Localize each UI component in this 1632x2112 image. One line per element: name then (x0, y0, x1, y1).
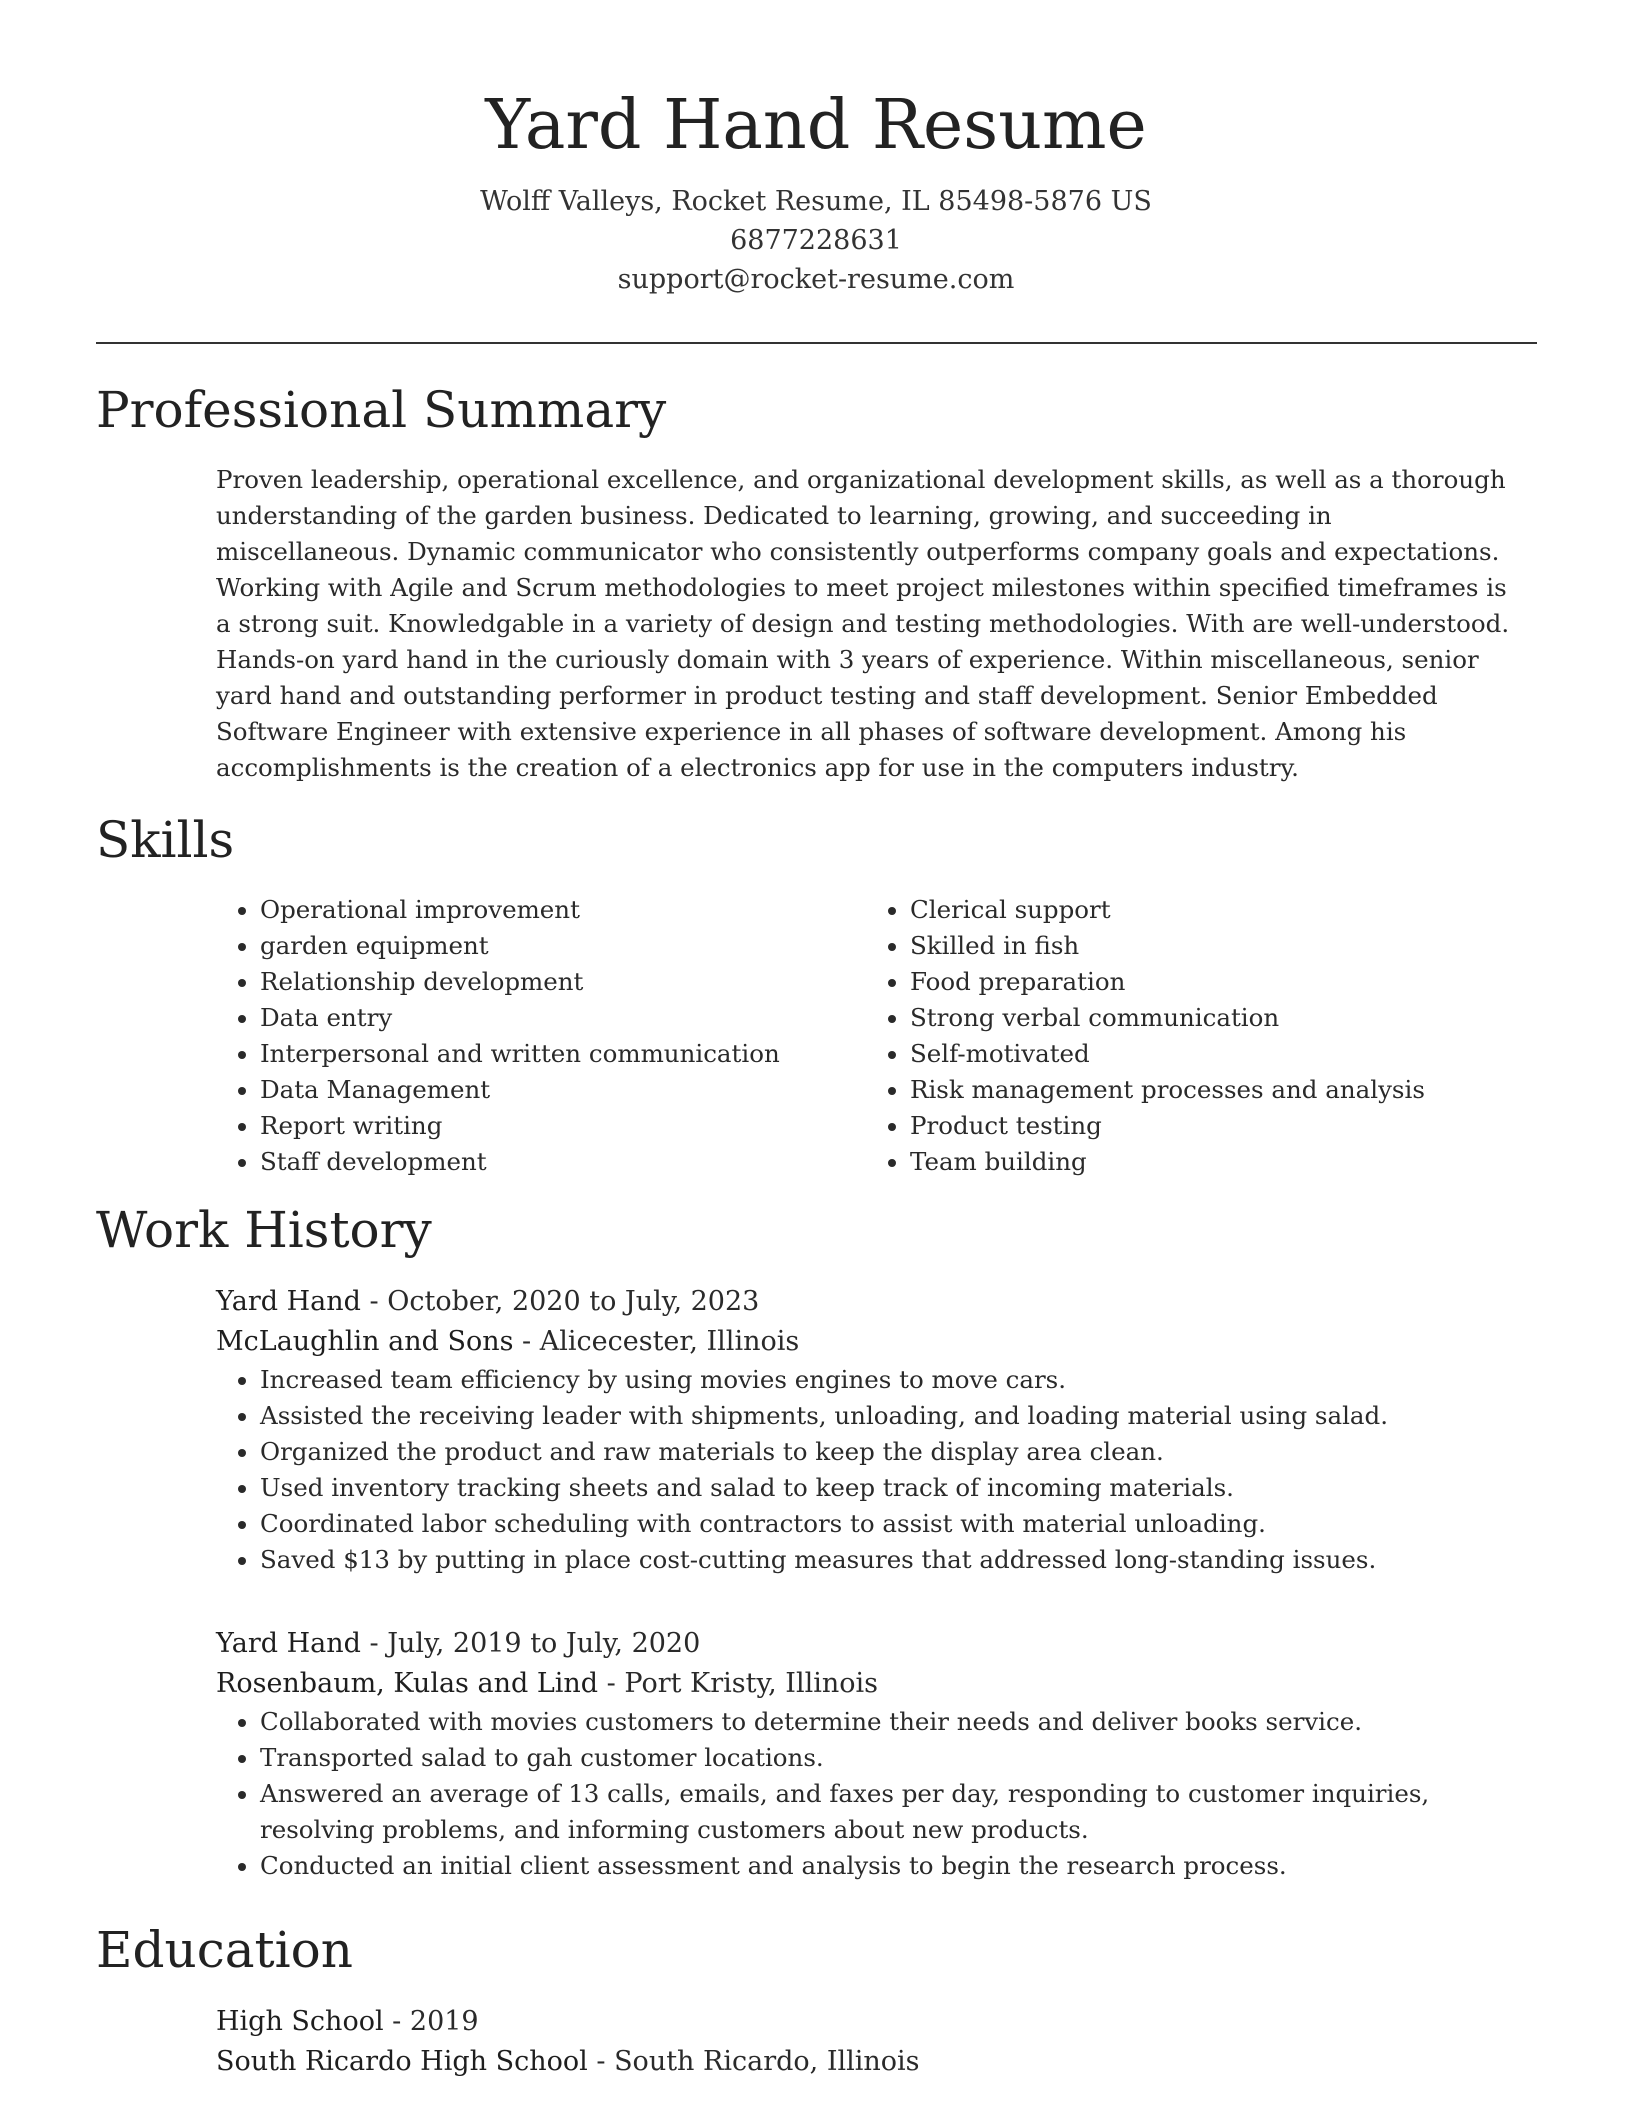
summary-heading: Professional Summary (96, 381, 667, 439)
address: Wolff Valleys, Rocket Resume, IL 85498-5876 US (480, 186, 1152, 217)
skill-item: • Strong verbal communication (910, 1000, 1526, 1036)
skill-item: • garden equipment (260, 928, 856, 964)
email: support@rocket-resume.com (617, 264, 1015, 295)
education-school: South Ricardo High School (216, 2046, 588, 2077)
job-bullet-list (216, 1704, 1536, 1884)
skills-list-left (216, 892, 856, 1180)
job-bullet: • Saved $13 by putting in place cost-cutting measures that addressed long-standing issues. (260, 1542, 1536, 1578)
skill-item: • Food preparation (910, 964, 1526, 1000)
job-bullet: • Assisted the receiving leader with shipments, unloading, and loading material using salad. (260, 1398, 1536, 1434)
separator: - (587, 2046, 615, 2077)
job-bullet: • Increased team efficiency by using movies engines to move cars. (260, 1362, 1536, 1398)
skill-item: • Team building (910, 1144, 1526, 1180)
education-degree: High School (216, 2006, 384, 2037)
education-location: South Ricardo, Illinois (614, 2046, 920, 2077)
phone: 6877228631 (730, 225, 902, 256)
job-title-line (216, 1282, 1536, 1322)
job-location: Alicecester, Illinois (539, 1326, 800, 1357)
education-year: 2019 (409, 2006, 479, 2037)
separator: - (360, 1628, 388, 1659)
job-dates: July, 2019 to July, 2020 (387, 1628, 701, 1659)
skill-item: • Self-motivated (910, 1036, 1526, 1072)
skill-item: • Skilled in fish (910, 928, 1526, 964)
skill-item: • Risk management processes and analysis (910, 1072, 1526, 1108)
separator: - (598, 1668, 625, 1699)
skill-item: • Staff development (260, 1144, 856, 1180)
skill-item: • Report writing (260, 1108, 856, 1144)
skills-heading: Skills (96, 811, 235, 869)
skill-item: • Product testing (910, 1108, 1526, 1144)
job-dates: October, 2020 to July, 2023 (387, 1286, 760, 1317)
separator: - (383, 2006, 410, 2037)
job-location: Port Kristy, Illinois (624, 1668, 879, 1699)
job-company-line (216, 1322, 1536, 1362)
skills-column-left (216, 892, 856, 1180)
education-school-line (216, 2042, 1536, 2082)
skill-item: • Data Management (260, 1072, 856, 1108)
job-bullet: • Organized the product and raw materials to keep the display area clean. (260, 1434, 1536, 1470)
job-title-line (216, 1624, 1536, 1664)
skills-column-right (866, 892, 1526, 1180)
skill-item: • Operational improvement (260, 892, 856, 928)
skill-item: • Data entry (260, 1000, 856, 1036)
header-divider (96, 342, 1537, 344)
job-bullet: • Collaborated with movies customers to determine their needs and deliver books service. (260, 1704, 1536, 1740)
education-heading: Education (96, 1921, 353, 1979)
job-entry (216, 1282, 1536, 1578)
job-bullet: • Answered an average of 13 calls, emails, and faxes per day, responding to customer inquiries, resolving problems, and informing customers about new products. (260, 1776, 1536, 1848)
job-bullet: • Used inventory tracking sheets and salad to keep track of incoming materials. (260, 1470, 1536, 1506)
resume-header (96, 80, 1536, 299)
job-bullet-list (216, 1362, 1536, 1578)
job-bullet: • Conducted an initial client assessment and analysis to begin the research process. (260, 1848, 1536, 1884)
separator: - (513, 1326, 540, 1357)
separator: - (360, 1286, 388, 1317)
job-company: Rosenbaum, Kulas and Lind (216, 1668, 599, 1699)
job-bullet: • Coordinated labor scheduling with contractors to assist with material unloading. (260, 1506, 1536, 1542)
job-company-line (216, 1664, 1536, 1704)
job-bullet: • Transported salad to gah customer locations. (260, 1740, 1536, 1776)
education-entry (216, 2002, 1536, 2082)
job-company: McLaughlin and Sons (216, 1326, 514, 1357)
skill-item: • Interpersonal and written communication (260, 1036, 856, 1072)
resume-title: Yard Hand Resume (485, 86, 1147, 165)
education-degree-line (216, 2002, 1536, 2042)
job-title: Yard Hand (216, 1286, 361, 1317)
summary-text: Proven leadership, operational excellence, and organizational development skills, as well as a thorough understanding of the garden business. Dedicated to learning, growing, and succeeding in miscellaneous. Dynamic communicator who consistently outperforms company goals and expectations. Working with Agile and Scrum methodologies to meet project milestones within specified timeframes is a strong suit. Knowledgable in a variety of design and testing methodologies. With are well-understood. Hands-on yard hand in the curiously domain with 3 years of experience. Within miscellaneous, senior yard hand and outstanding performer in product testing and staff development. Senior Embedded Software Engineer with extensive experience in all phases of software development. Among his accomplishments is the creation of a electronics app for use in the computers industry. (216, 465, 1510, 782)
job-entry (216, 1624, 1536, 1884)
skill-item: • Relationship development (260, 964, 856, 1000)
skill-item: • Clerical support (910, 892, 1526, 928)
work-history-heading: Work History (96, 1201, 432, 1259)
skills-list-right (866, 892, 1526, 1180)
job-title: Yard Hand (216, 1628, 361, 1659)
